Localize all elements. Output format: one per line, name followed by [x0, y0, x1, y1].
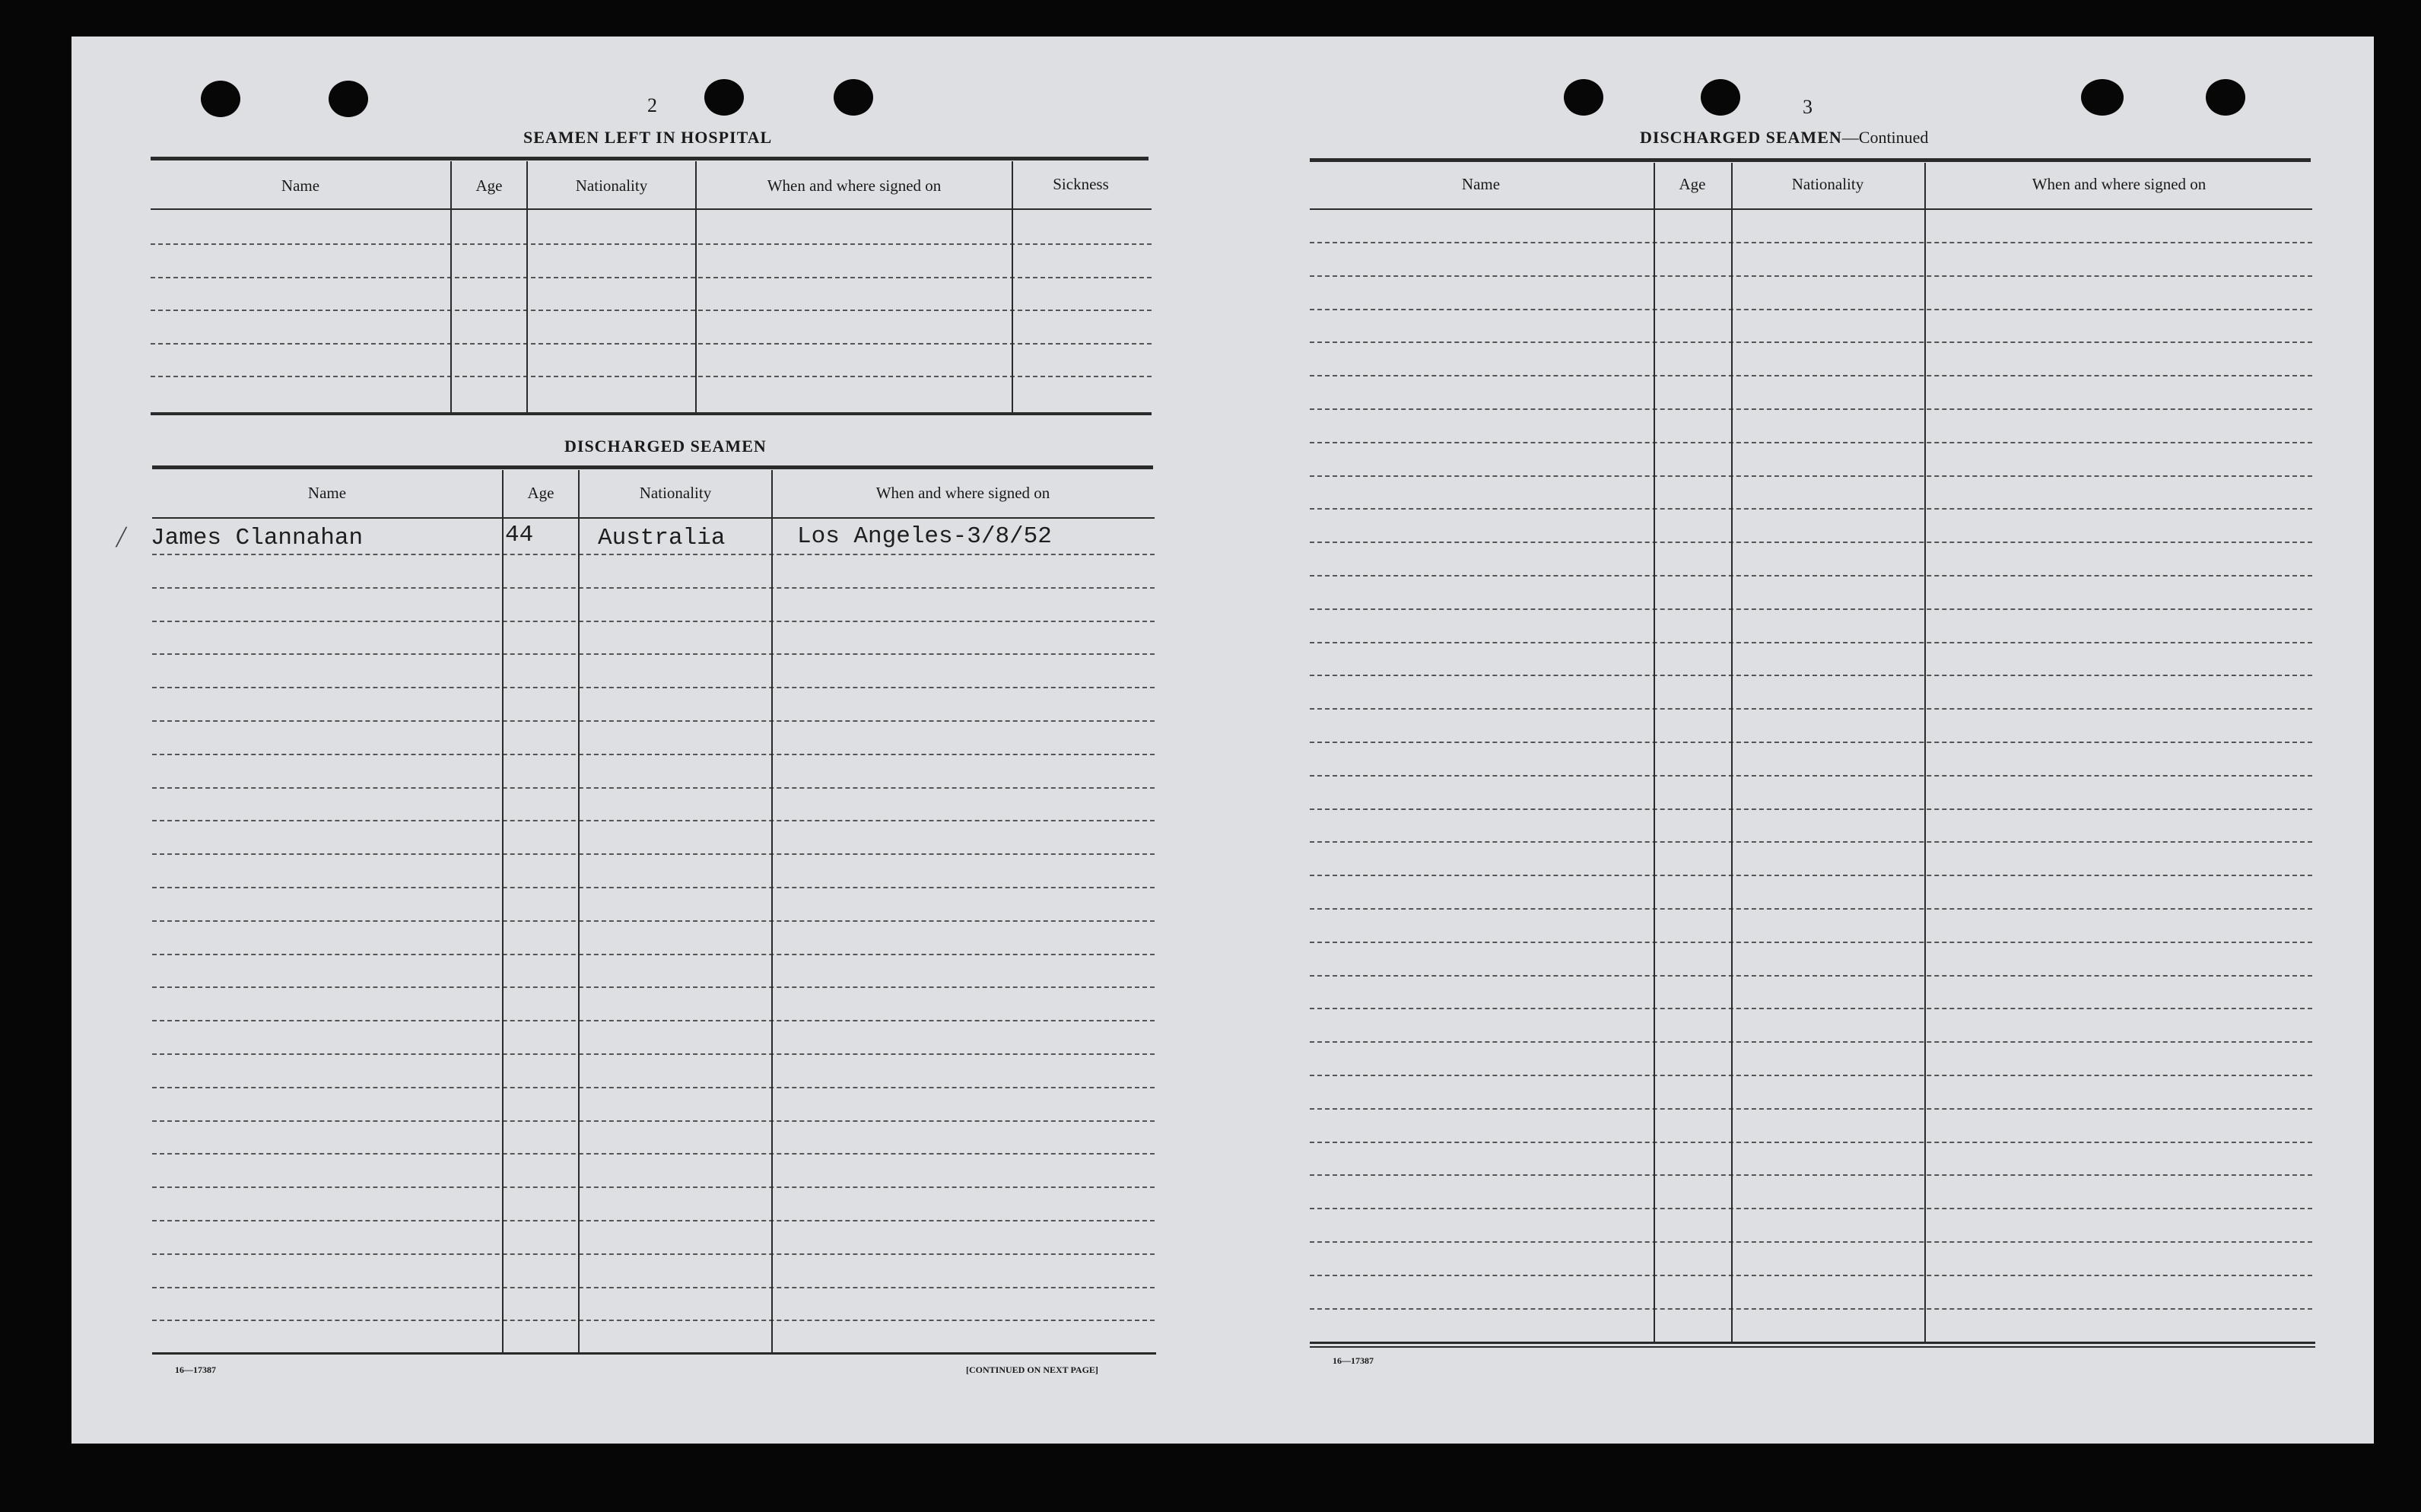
- ruled-line: [1310, 742, 2312, 743]
- ruled-line: [152, 787, 1155, 789]
- ruled-line: [152, 954, 1155, 955]
- ruled-line: [1310, 908, 2312, 910]
- ruled-line: [151, 376, 1152, 377]
- ruled-line: [151, 243, 1152, 245]
- ruled-line: [152, 754, 1155, 755]
- hospital-title: SEAMEN LEFT IN HOSPITAL: [523, 128, 773, 147]
- ruled-line: [1310, 275, 2312, 277]
- right-top-rule: [1310, 158, 2311, 162]
- discharged-title: DISCHARGED SEAMEN: [564, 437, 767, 456]
- column-divider: [695, 161, 697, 412]
- punch-hole: [1701, 79, 1740, 116]
- ruled-line: [152, 1253, 1155, 1255]
- ruled-line: [1310, 608, 2312, 610]
- punch-hole: [2081, 79, 2124, 116]
- ruled-line: [1310, 875, 2312, 876]
- ruled-line: [152, 820, 1155, 821]
- discharged-header-nationality: Nationality: [639, 484, 712, 502]
- ruled-line: [1310, 775, 2312, 777]
- hospital-header-signed-on: When and where signed on: [767, 176, 942, 195]
- ruled-line: [152, 1020, 1155, 1021]
- ruled-line: [1310, 1075, 2312, 1076]
- ruled-line: [1310, 575, 2312, 577]
- ruled-line: [152, 653, 1155, 655]
- right-header-signed-on: When and where signed on: [2032, 175, 2207, 193]
- ruled-line: [151, 277, 1152, 278]
- column-divider: [771, 470, 773, 1352]
- ruled-line: [152, 1087, 1155, 1088]
- ruled-line: [152, 1186, 1155, 1188]
- punch-hole: [2206, 79, 2245, 116]
- hospital-header-age: Age: [475, 176, 503, 195]
- ruled-line: [1310, 475, 2312, 477]
- right-header-age: Age: [1679, 175, 1706, 193]
- discharged-header-signed-on: When and where signed on: [875, 484, 1050, 502]
- left-page-number: 2: [647, 94, 657, 116]
- ruled-line: [1310, 942, 2312, 943]
- hospital-header-nationality: Nationality: [575, 176, 648, 195]
- seaman-age: 44: [505, 522, 534, 548]
- column-divider: [578, 470, 580, 1352]
- document-sheet: [71, 37, 2374, 1444]
- ruled-line: [1310, 1275, 2312, 1276]
- punch-hole: [1564, 79, 1603, 116]
- ruled-line: [152, 720, 1155, 722]
- ruled-line: [1310, 508, 2312, 510]
- ruled-line: [1310, 1241, 2312, 1243]
- right-title-suffix: —Continued: [1841, 128, 1929, 147]
- punch-hole: [201, 81, 240, 117]
- right-bottom-rule: [1310, 1342, 2315, 1344]
- hospital-header-name: Name: [281, 176, 320, 195]
- ruled-line: [152, 1320, 1155, 1321]
- header-underline: [1310, 208, 2312, 210]
- column-divider: [1654, 163, 1655, 1342]
- right-header-nationality: Nationality: [1791, 175, 1864, 193]
- ruled-line: [1310, 808, 2312, 810]
- ruled-line: [1310, 1174, 2312, 1176]
- ruled-line: [1310, 375, 2312, 376]
- ruled-line: [1310, 309, 2312, 310]
- ruled-line: [152, 621, 1155, 622]
- ruled-line: [1310, 708, 2312, 710]
- column-divider: [502, 470, 504, 1352]
- ruled-line: [152, 1053, 1155, 1055]
- header-underline: [151, 208, 1152, 210]
- ruled-line: [152, 853, 1155, 855]
- hospital-top-rule: [151, 157, 1149, 160]
- ruled-line: [1310, 675, 2312, 676]
- ruled-line: [1310, 341, 2312, 343]
- ruled-line: [152, 887, 1155, 888]
- seaman-signed-on: Los Angeles-3/8/52: [797, 523, 1052, 550]
- column-divider: [1012, 161, 1013, 412]
- ruled-line: [151, 343, 1152, 345]
- header-underline: [152, 517, 1155, 519]
- punch-hole: [834, 79, 873, 116]
- ruled-line: [152, 986, 1155, 988]
- right-page-number: 3: [1803, 96, 1813, 118]
- ruled-line: [1310, 442, 2312, 443]
- right-title-main: DISCHARGED SEAMEN: [1640, 128, 1842, 147]
- ruled-line: [152, 920, 1155, 922]
- ruled-line: [151, 310, 1152, 311]
- punch-hole: [329, 81, 368, 117]
- ruled-line: [152, 587, 1155, 589]
- discharged-bottom-rule: [152, 1352, 1156, 1355]
- continued-note: [CONTINUED ON NEXT PAGE]: [966, 1364, 1098, 1375]
- right-title: [1640, 128, 1928, 148]
- left-form-number: 16—17387: [175, 1364, 216, 1375]
- ruled-line: [1310, 642, 2312, 643]
- column-divider: [1924, 163, 1926, 1342]
- check-mark: /: [114, 519, 129, 554]
- discharged-header-name: Name: [307, 484, 347, 502]
- ruled-line: [1310, 1208, 2312, 1209]
- ruled-line: [1310, 975, 2312, 977]
- ruled-line: [152, 1120, 1155, 1122]
- ruled-line: [152, 687, 1155, 688]
- right-bottom-rule-2: [1310, 1346, 2315, 1348]
- seaman-name: James Clannahan: [151, 525, 364, 551]
- hospital-header-sickness: Sickness: [1053, 175, 1109, 193]
- right-header-name: Name: [1461, 175, 1501, 193]
- ruled-line: [152, 1153, 1155, 1155]
- ruled-line: [1310, 1041, 2312, 1043]
- discharged-top-rule: [152, 465, 1153, 469]
- ruled-line: [1310, 1142, 2312, 1143]
- ruled-line: [1310, 1308, 2312, 1310]
- ruled-line: [1310, 408, 2312, 410]
- discharged-header-age: Age: [527, 484, 554, 502]
- ruled-line: [1310, 1108, 2312, 1110]
- column-divider: [450, 161, 452, 412]
- column-divider: [1731, 163, 1733, 1342]
- right-form-number: 16—17387: [1333, 1355, 1374, 1366]
- ruled-line: [1310, 1008, 2312, 1009]
- ruled-line: [152, 1220, 1155, 1221]
- ruled-line: [152, 554, 1155, 555]
- ruled-line: [1310, 841, 2312, 843]
- punch-hole: [704, 79, 744, 116]
- seaman-nationality: Australia: [598, 525, 726, 551]
- ruled-line: [1310, 542, 2312, 543]
- ruled-line: [152, 1287, 1155, 1288]
- ruled-line: [1310, 242, 2312, 243]
- hospital-bottom-rule: [151, 412, 1152, 415]
- column-divider: [526, 161, 528, 412]
